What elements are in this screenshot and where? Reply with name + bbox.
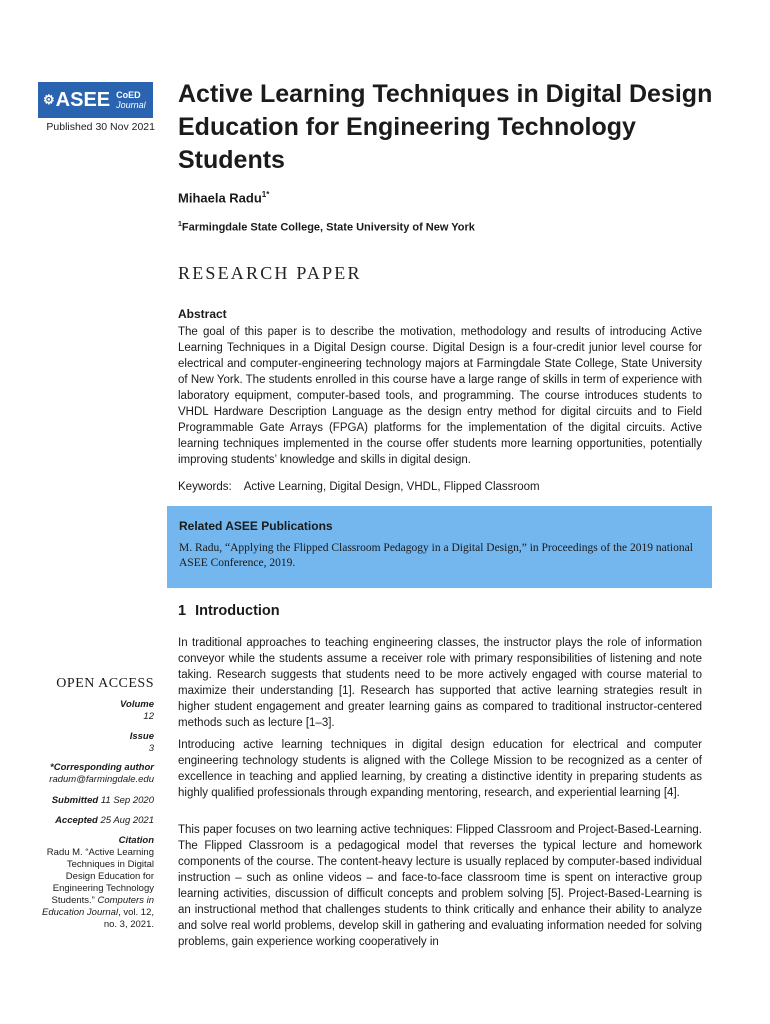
keywords-text: Active Learning, Digital Design, VHDL, Flipped Classroom bbox=[243, 481, 540, 493]
asee-logo-mark: ⚙ ASEE bbox=[43, 89, 110, 112]
asee-logo bbox=[38, 82, 153, 118]
section-heading: 1 Introduction bbox=[178, 603, 280, 619]
related-publication-entry: M. Radu, “Applying the Flipped Classroom Pedagogy in a Digital Design,” in Proceedings of the 2019 national ASEE Conference, 2019. bbox=[179, 542, 693, 569]
body-paragraph: In traditional approaches to teaching engineering classes, the instructor plays the role of information conveyor while the students assume a receiver role with primary responsibilities of listening and note taking. Research suggests that students need to be more actively engaged with course material to maximize their understanding [1]. Research has supported that active learning strategies result in higher student engagement and greater learning gains as compared to traditional instructor-centered methods such as lecture [1–3]. bbox=[178, 637, 702, 729]
keywords-label: Keywords: bbox=[178, 481, 232, 493]
related-publications-box bbox=[167, 506, 712, 588]
citation-block: Citation Radu M. “Active Learning Techniques in Digital Design Education for Engineering Technology Students.” Computers in Education Journal, vol. 12, no. 3, 2021. bbox=[42, 835, 154, 930]
published-date: Published 30 Nov 2021 bbox=[46, 121, 155, 133]
volume-info: Volume 12 bbox=[120, 699, 154, 722]
open-access-label: OPEN ACCESS bbox=[56, 676, 154, 691]
author-name: Mihaela Radu$^{1*}$ bbox=[178, 190, 270, 206]
accepted-date: Accepted 25 Aug 2021 bbox=[55, 815, 154, 826]
submitted-date: Submitted 11 Sep 2020 bbox=[51, 795, 154, 806]
corresponding-author: *Corresponding author radum@farmingdale.edu bbox=[49, 762, 154, 785]
author-email: radum@farmingdale.edu bbox=[49, 774, 154, 785]
issue-info: Issue 3 bbox=[129, 731, 154, 754]
abstract-heading: Abstract bbox=[178, 307, 227, 321]
body-paragraph: Introducing active learning techniques in digital design education for electrical and computer engineering technology students is aligned with the College Mission to be recognized as a center of excellence in teaching and applied learning, by creating a distinctive identity in preparing students as highly qualified professionals through expanding mentoring, research, and experiential learning [4]. bbox=[178, 739, 702, 799]
asee-logo-subtitle: CoED Journal bbox=[116, 90, 146, 110]
abstract-text: The goal of this paper is to describe the motivation, methodology and results of introducing Active Learning Techniques in a Digital Design course. Digital Design is a four-credit junior level course for electrical and computer-engineering technology majors at Farmingdale State College, State University of New York. The students enrolled in this course have a large range of skills in term of experience with laboratory equipment, computer-based tools, and programming. The course introduces students to VHDL Hardware Description Language as the design entry method for digital circuits and to Field Programmable Gate Arrays (FPGA) platforms for the implementation of the digital circuits. Active learning techniques implemented in the course offer students more learning opportunities, potentially improving students’ knowledge and skills in digital design. bbox=[178, 326, 702, 466]
affiliation: $^1$Farmingdale State College, State University of New York bbox=[178, 221, 475, 234]
related-publications-heading: Related ASEE Publications bbox=[179, 519, 333, 533]
paper-type: RESEARCH PAPER bbox=[178, 263, 362, 283]
body-paragraph: This paper focuses on two learning active techniques: Flipped Classroom and Project-Based-Learning. The Flipped Classroom is a pedagogical model that reverses the typical lecture and homework components of the course. The content-heavy lecture is usually replaced by computer-based individual instruction – such as online videos – and face-to-face classroom time is spent on interactive group learning activities, discussion of difficult concepts and problem solving [5]. Project-Based-Learning is an instructional method that challenges students to think critically and enhance their ability to analyze and solve real world problems, develop skill in gathering and evaluating information needed for solving problems, gain experience working cooperatively in bbox=[178, 824, 702, 948]
paper-title: Active Learning Techniques in Digital Design Education for Engineering Technology Students bbox=[178, 80, 713, 174]
keywords bbox=[178, 481, 540, 493]
